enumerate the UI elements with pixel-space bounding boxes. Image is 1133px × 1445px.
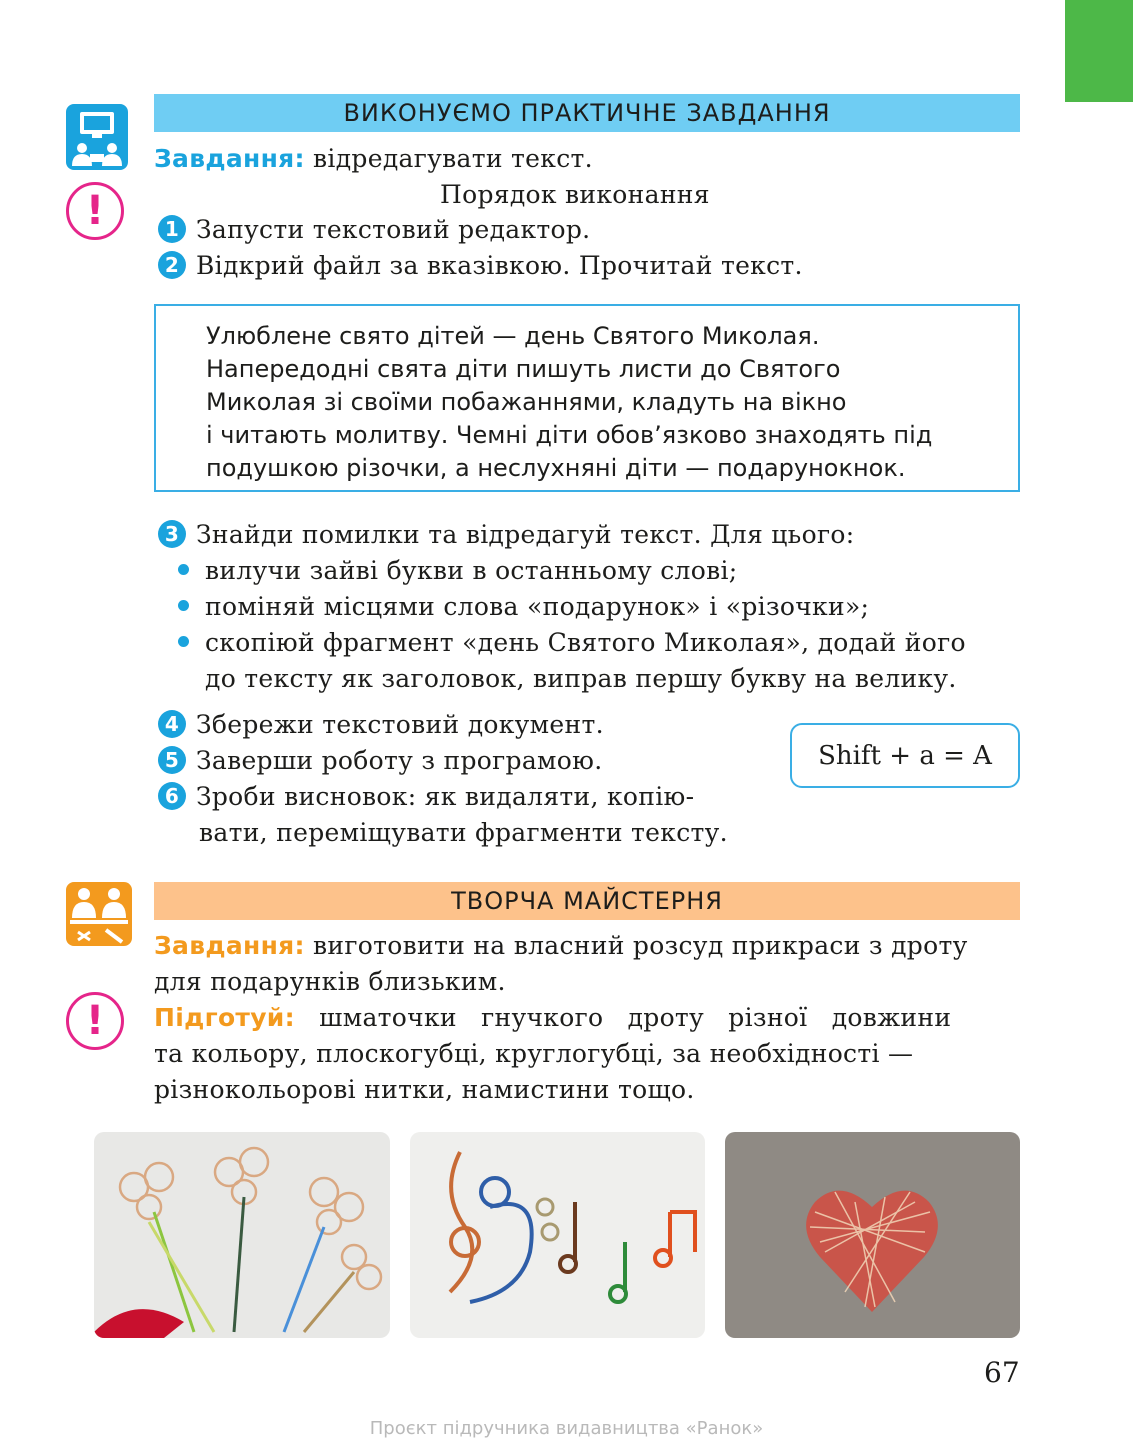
- section-title-workshop: ТВОРЧА МАЙСТЕРНЯ: [154, 882, 1020, 920]
- prepare-line-2: та кольору, плоскогубці, круглогубці, за необхідності —: [154, 1039, 914, 1068]
- sample-text-line: подушкою різочки, а неслухняні діти — подарунокнок.: [206, 454, 906, 482]
- step-3: [158, 520, 854, 549]
- step-1: [158, 215, 590, 244]
- bullet-text-cont: до тексту як заголовок, виправ першу букву на велику.: [205, 664, 957, 693]
- task-text: відредагувати текст.: [304, 144, 593, 173]
- prepare-text: шматочки гнучкого дроту різної довжини: [294, 1003, 952, 1032]
- task-text: виготовити на власний розсуд прикраси з дроту: [304, 931, 968, 960]
- task-line: [154, 144, 593, 173]
- step-number: 4: [158, 710, 186, 738]
- footer-note: Проєкт підручника видавництва «Ранок»: [369, 1418, 764, 1439]
- bullet-item: [178, 556, 737, 585]
- exclamation-icon: !: [66, 992, 124, 1050]
- step-6-continued: вати, переміщувати фрагменти тексту.: [199, 818, 728, 847]
- step-2: [158, 251, 803, 280]
- step-5: [158, 746, 602, 775]
- bullet-text: поміняй місцями слова «подарунок» і «різочки»;: [205, 592, 870, 621]
- step-text: Заверши роботу з програмою.: [196, 746, 603, 775]
- bullet-dot: [178, 600, 189, 611]
- bullet-item: [178, 592, 869, 621]
- wire-music-notes-photo: [410, 1132, 705, 1338]
- sample-text-line: Напередодні свята діти пишуть листи до Святого: [206, 355, 841, 383]
- bullet-dot: [178, 636, 189, 647]
- section-title-practical: ВИКОНУЄМО ПРАКТИЧНЕ ЗАВДАННЯ: [154, 94, 1020, 132]
- sample-text-line: і читають молитву. Чемні діти обов’язково знаходять під: [206, 421, 933, 449]
- bullet-text: вилучи зайві букви в останньому слові;: [205, 556, 738, 585]
- workshop-icon: [66, 882, 132, 946]
- step-text: Зроби висновок: як видаляти, копію-: [196, 782, 695, 811]
- page-number: 67: [984, 1356, 1020, 1389]
- prepare-line: [154, 1003, 951, 1032]
- step-text: Запусти текстовий редактор.: [196, 215, 591, 244]
- sample-text-box: [154, 304, 1020, 492]
- step-text: Збережи текстовий документ.: [196, 710, 604, 739]
- step-text: Знайди помилки та відредагуй текст. Для цього:: [196, 520, 855, 549]
- prepare-line-3: різнокольорові нитки, намистини тощо.: [154, 1075, 695, 1104]
- task-label: Завдання:: [154, 144, 305, 173]
- computer-class-icon: [66, 104, 128, 170]
- wire-heart-photo: [725, 1132, 1020, 1338]
- wire-flowers-photo: [94, 1132, 390, 1338]
- step-text: Відкрий файл за вказівкою. Прочитай текст.: [196, 251, 803, 280]
- shortcut-box: Shift + a = A: [790, 723, 1020, 788]
- chapter-tab: [1065, 0, 1133, 102]
- step-number: 5: [158, 746, 186, 774]
- workshop-task-line: [154, 931, 968, 960]
- bullet-dot: [178, 564, 189, 575]
- sample-text-line: Улюблене свято дітей — день Святого Миколая.: [206, 322, 820, 350]
- task-label: Завдання:: [154, 931, 305, 960]
- step-number: 2: [158, 251, 186, 279]
- step-number: 3: [158, 520, 186, 548]
- sample-text-line: Миколая зі своїми побажаннями, кладуть на вікно: [206, 388, 847, 416]
- step-number: 6: [158, 782, 186, 810]
- step-6: [158, 782, 694, 811]
- bullet-item: [178, 628, 966, 657]
- exclamation-icon: !: [66, 182, 124, 240]
- bullet-text: скопіюй фрагмент «день Святого Миколая», додай його: [205, 628, 966, 657]
- step-number: 1: [158, 215, 186, 243]
- prepare-label: Підготуй:: [154, 1003, 295, 1032]
- step-4: [158, 710, 604, 739]
- workshop-task-line-2: для подарунків близьким.: [154, 967, 506, 996]
- order-heading: Порядок виконання: [440, 180, 710, 209]
